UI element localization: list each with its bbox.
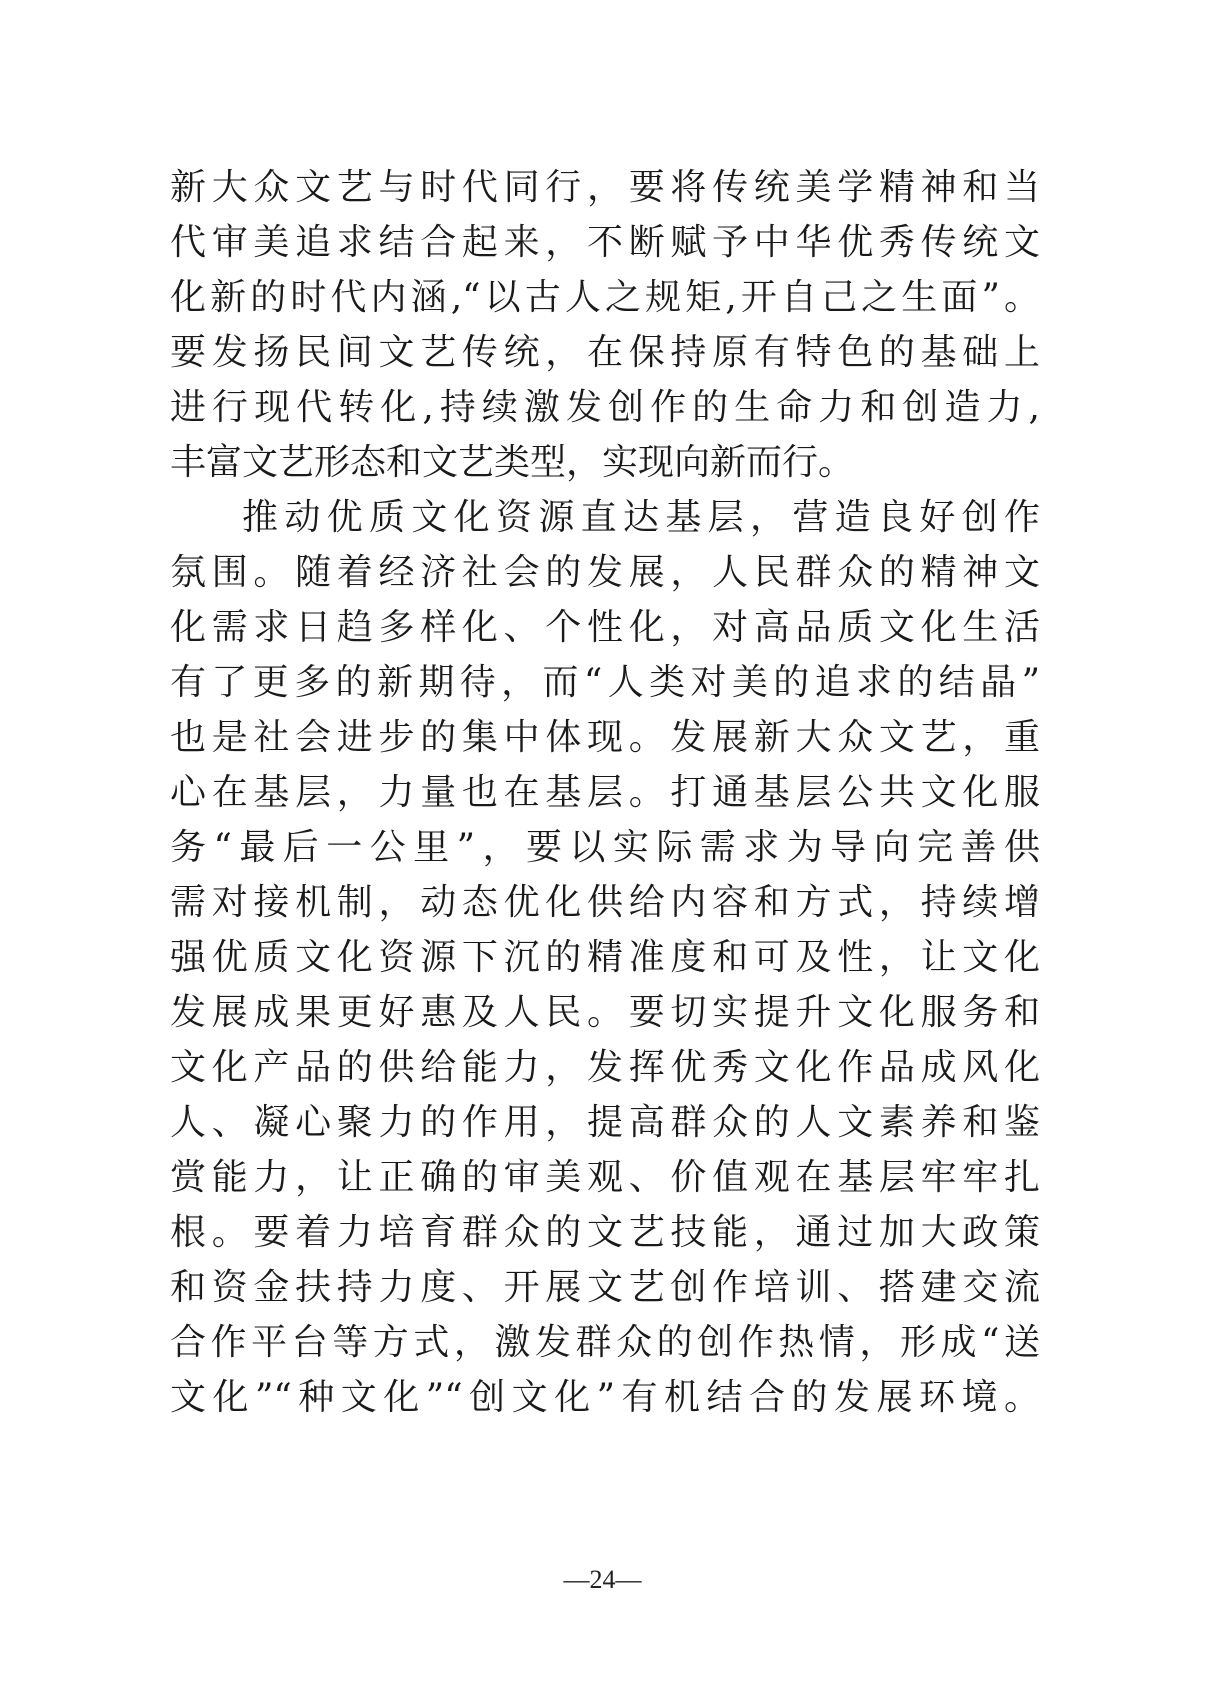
text-line: 有了更多的新期待，而“人类对美的追求的结晶” <box>170 662 1040 703</box>
text-line: 心在基层，力量也在基层。打通基层公共文化服 <box>170 772 1040 813</box>
text-line: 推动优质文化资源直达基层，营造良好创作 <box>242 497 1040 538</box>
text-line: 氛围。随着经济社会的发展，人民群众的精神文 <box>170 552 1040 593</box>
text-line: 化需求日趋多样化、个性化，对高品质文化生活 <box>170 607 1040 648</box>
text-line: 新大众文艺与时代同行，要将传统美学精神和当 <box>170 167 1040 208</box>
text-line: 务“最后一公里”，要以实际需求为导向完善供 <box>170 827 1040 868</box>
page-number: —24— <box>563 1565 642 1594</box>
text-line: 合作平台等方式，激发群众的创作热情，形成“送 <box>170 1322 1040 1363</box>
text-line: 丰富文艺形态和文艺类型，实现向新而行。 <box>170 442 855 483</box>
text-line: 强优质文化资源下沉的精准度和可及性，让文化 <box>170 937 1040 978</box>
text-line: 进行现代转化,持续激发创作的生命力和创造力, <box>170 387 1040 428</box>
text-line: 要发扬民间文艺传统，在保持原有特色的基础上 <box>170 332 1040 373</box>
text-line: 发展成果更好惠及人民。要切实提升文化服务和 <box>170 992 1040 1033</box>
text-line: 人、凝心聚力的作用，提高群众的人文素养和鉴 <box>170 1102 1040 1143</box>
paragraph-1 <box>170 160 1040 490</box>
text-line: 和资金扶持力度、开展文艺创作培训、搭建交流 <box>170 1267 1040 1308</box>
text-line: 化新的时代内涵,“以古人之规矩,开自己之生面”。 <box>170 277 1040 318</box>
text-line: 代审美追求结合起来，不断赋予中华优秀传统文 <box>170 222 1040 263</box>
paragraph-2 <box>170 490 1040 1425</box>
text-line: 需对接机制，动态优化供给内容和方式，持续增 <box>170 882 1040 923</box>
text-line: 文化产品的供给能力，发挥优秀文化作品成风化 <box>170 1047 1040 1088</box>
text-line: 也是社会进步的集中体现。发展新大众文艺，重 <box>170 717 1040 758</box>
text-line: 根。要着力培育群众的文艺技能，通过加大政策 <box>170 1212 1040 1253</box>
text-line: 文化”“种文化”“创文化”有机结合的发展环境。 <box>170 1377 1040 1418</box>
text-line: 赏能力，让正确的审美观、价值观在基层牢牢扎 <box>170 1157 1040 1198</box>
body-text <box>170 160 1040 1425</box>
